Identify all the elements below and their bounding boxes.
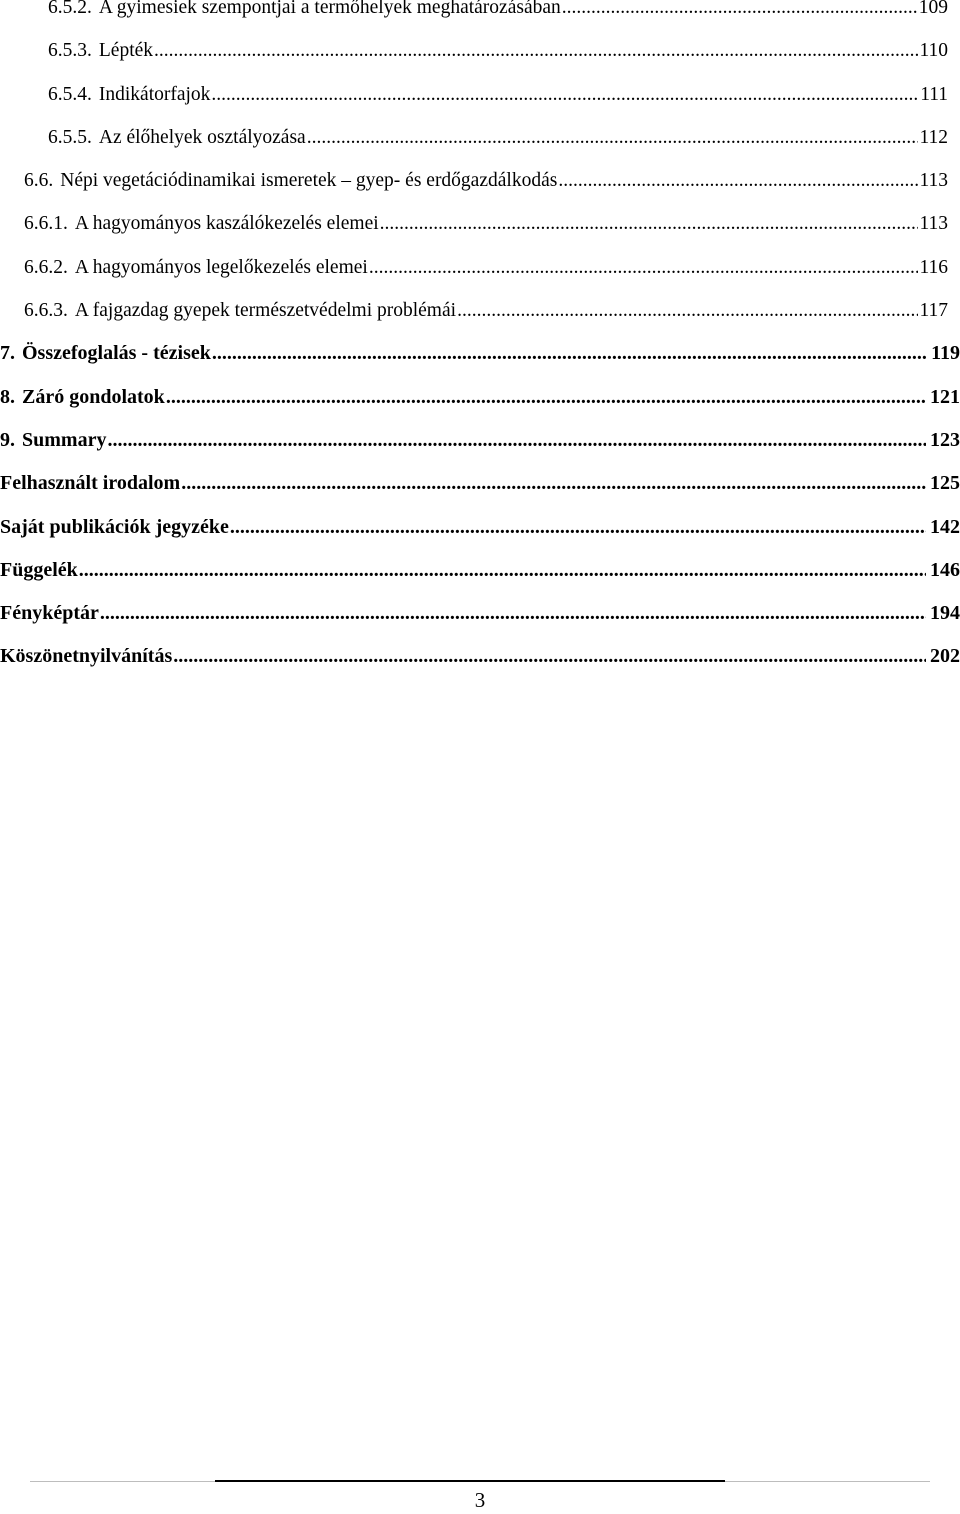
toc-entry-label: 6.6.3. A fajgazdag gyepek természetvédelmi problémái — [24, 300, 457, 322]
dot-leader — [307, 127, 919, 149]
toc-entry-6-6[interactable] — [0, 157, 960, 200]
dot-leader — [100, 602, 926, 625]
toc-page-number: 113 — [919, 170, 948, 192]
toc-page-number: 119 — [931, 342, 960, 365]
toc-entry-label: Saját publikációk jegyzéke — [0, 515, 229, 538]
dot-leader — [107, 429, 926, 452]
toc-page-number: 194 — [930, 602, 960, 625]
table-of-contents — [0, 0, 960, 676]
toc-entry-fenykeptar[interactable] — [0, 590, 960, 633]
toc-entry-label: 6.5.3. Lépték — [48, 40, 154, 62]
dot-leader — [166, 386, 926, 409]
dot-leader — [230, 516, 926, 539]
toc-entry-6-5-3[interactable] — [0, 27, 960, 70]
toc-entry-label: Fényképtár — [0, 602, 99, 625]
toc-page-number: 111 — [920, 83, 948, 105]
toc-entry-label: 7. Összefoglalás - tézisek — [0, 342, 211, 365]
toc-entry-9[interactable] — [0, 417, 960, 460]
toc-entry-felhasznalt-irodalom[interactable] — [0, 460, 960, 503]
toc-entry-label: 6.6. Népi vegetációdinamikai ismeretek – gyep- és erdőgazdálkodás — [24, 170, 558, 192]
dot-leader — [369, 257, 919, 279]
toc-entry-koszonetnyilvanitas[interactable] — [0, 633, 960, 676]
toc-entry-fuggelek[interactable] — [0, 547, 960, 590]
toc-page-number: 109 — [918, 0, 948, 18]
toc-entry-label: 6.5.2. A gyimesiek szempontjai a termőhelyek meghatározásában — [48, 0, 561, 18]
dot-leader — [562, 0, 918, 19]
toc-entry-label: 6.6.1. A hagyományos kaszálókezelés elemei — [24, 213, 379, 235]
toc-page-number: 121 — [930, 385, 960, 408]
toc-page-number: 113 — [919, 213, 948, 235]
toc-entry-8[interactable] — [0, 373, 960, 416]
toc-page-number: 112 — [919, 126, 948, 148]
toc-entry-label: 6.5.5. Az élőhelyek osztályozása — [48, 126, 306, 148]
dot-leader — [212, 342, 927, 365]
toc-entry-label: 6.6.2. A hagyományos legelőkezelés elemei — [24, 256, 368, 278]
toc-entry-label: 9. Summary — [0, 428, 107, 451]
page-number: 3 — [474, 1488, 486, 1512]
dot-leader — [457, 300, 918, 322]
toc-page-number: 123 — [930, 428, 960, 451]
toc-page-number: 202 — [930, 645, 960, 668]
toc-entry-6-6-2[interactable] — [0, 243, 960, 286]
toc-entry-sajat-publikaciok[interactable] — [0, 503, 960, 546]
toc-page-number: 110 — [919, 40, 948, 62]
toc-page-number: 125 — [930, 472, 960, 495]
footer-divider-accent — [215, 1480, 725, 1482]
toc-entry-6-6-1[interactable] — [0, 200, 960, 243]
toc-entry-label: Felhasznált irodalom — [0, 472, 181, 495]
toc-entry-6-5-5[interactable] — [0, 114, 960, 157]
toc-entry-6-6-3[interactable] — [0, 287, 960, 330]
toc-entry-6-5-2[interactable] — [0, 0, 960, 27]
toc-entry-7[interactable] — [0, 330, 960, 373]
toc-entry-label: Köszönetnyilvánítás — [0, 645, 173, 668]
dot-leader — [173, 645, 926, 668]
toc-entry-label: 6.5.4. Indikátorfajok — [48, 83, 211, 105]
dot-leader — [181, 472, 926, 495]
toc-page-number: 142 — [930, 515, 960, 538]
toc-page-number: 146 — [930, 558, 960, 581]
toc-entry-label: 8. Záró gondolatok — [0, 385, 165, 408]
dot-leader — [79, 559, 926, 582]
toc-entry-6-5-4[interactable] — [0, 70, 960, 113]
dot-leader — [558, 170, 918, 192]
toc-entry-label: Függelék — [0, 558, 78, 581]
dot-leader — [211, 84, 919, 106]
dot-leader — [380, 213, 919, 235]
dot-leader — [154, 40, 918, 62]
toc-page-number: 116 — [919, 256, 948, 278]
toc-page-number: 117 — [919, 300, 948, 322]
